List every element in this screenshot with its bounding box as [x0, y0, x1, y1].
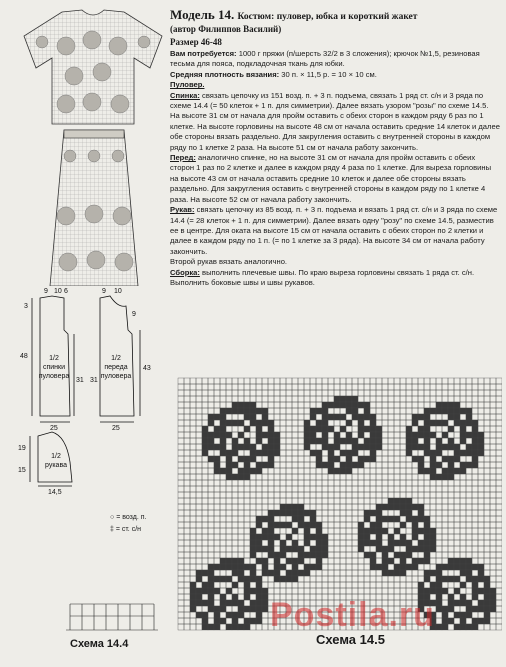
front-label-line-1: 1/2	[111, 355, 121, 362]
front-dim-43: 43	[143, 365, 151, 372]
back-dim-31: 31	[76, 377, 84, 384]
front-top-dim-2: 10	[114, 288, 122, 295]
legend-item-dc: ‡ = ст. с/н	[110, 526, 142, 533]
front-dim-9: 9	[132, 311, 136, 318]
front-dim-25: 25	[112, 425, 120, 432]
pullover-heading: Пуловер.	[170, 80, 205, 90]
model-title: Модель 14. Костюм: пуловер, юбка и короткий жакет	[170, 7, 418, 22]
materials-paragraph: Вам потребуется: 1000 г пряжи (п/шерсть 32/2 в 3 сложения); крючок №1,5, резиновая тесьма для пояса, подкладочная ткань для юбки.	[170, 49, 480, 69]
scheme-14-5	[176, 376, 502, 632]
scheme-14-4-label: Схема 14.4	[70, 638, 129, 650]
sleeve-dim-15: 15	[18, 467, 26, 474]
size-line: Размер 46-48	[170, 37, 222, 47]
back-top-dim-2: 10	[54, 288, 62, 295]
symbol-legend	[110, 512, 146, 536]
back-top-dim-3: 6	[64, 288, 68, 295]
sleeve-paragraph-2: Второй рукав вязать аналогично.	[170, 257, 288, 267]
watermark: Postila.ru	[270, 596, 435, 634]
scheme-14-4	[62, 596, 162, 636]
back-paragraph: Спинка: связать цепочку из 151 возд. п. + 3 п. подъема, связать 1 ряд ст. с/н и 3 ряда по схеме 14.4 (= 50 клеток + 1 п. для симметрии). Далее вязать узором "розы" по схеме 14.5. На высоте 31 см от начала для пройм оставить с обеих сторон в каждом ряду 6 раз по 1 клетке. На высоте горловины на высоте 48 см от начала оставить средние 14 клеток и далее обе стороны вязать раздельно. Для закругления оставить с внутренней стороны в каждом ряду по 1 клетке 2 раза. На высоте 51 см от начала работу закончить.	[170, 90, 500, 152]
sleeve-dim-19: 19	[18, 445, 26, 452]
scheme-14-5-label: Схема 14.5	[316, 632, 385, 647]
assembly-paragraph: Сборка: выполнить плечевые швы. По краю выреза горловины связать 1 ряда ст. с/н. Выполнить боковые швы и швы рукавов.	[170, 267, 475, 287]
sleeve-label-line-2: рукава	[45, 462, 67, 469]
back-label-line-3: пуловера	[38, 373, 70, 380]
legend-item-chain: ○ = возд. п.	[110, 514, 147, 521]
back-label-line-2: спинки	[42, 364, 66, 371]
back-dim-25: 25	[50, 425, 58, 432]
back-label-line-1: 1/2	[49, 355, 59, 362]
front-paragraph: Перед: аналогично спинке, но на высоте 31 см от начала для пройм оставить с обеих сторон 1 раз по 2 клетке и далее в каждом ряду 4 раза по 1 клетке. Для выреза горловины на высоте 43 см от начала оставить средние 10 клеток и далее обе стороны вязать раздельно. Для закругления оставить с внутренней стороны в каждом ряду по 1 клетке 4 раза. На высоте 52 см от начала работу закончить.	[170, 153, 492, 204]
front-label-line-2: переда	[104, 364, 128, 371]
sleeve-dim-145: 14,5	[48, 489, 62, 496]
front-dim-31: 31	[90, 377, 98, 384]
back-top-dim-1: 9	[44, 288, 48, 295]
density-paragraph: Средняя плотность вязания: 30 п. × 11,5 р. = 10 × 10 см.	[170, 69, 377, 79]
pattern-pieces	[10, 286, 166, 496]
back-dim-48: 48	[20, 353, 28, 360]
front-top-dim-1: 9	[102, 288, 106, 295]
garment-illustration	[22, 6, 164, 286]
back-dim-3: 3	[24, 303, 28, 310]
sleeve-paragraph: Рукав: связать цепочку из 85 возд. п. + 3 п. подъема и вязать 1 ряд ст. с/н и 3 ряда по схеме 14.4 (= 28 клеток + 1 п. для симметрии). Далее вязать одну "розу" по схеме 14.5, разместив ее в центре. Для оката на высоте 15 см от начала оставить с обеих сторон по 2 клетки и далее в каждом ряду по 1 п. (= по 1 клетке за 3 ряда). На высоте 34 см от начала работу закончить.	[170, 205, 498, 256]
sleeve-label-line-1: 1/2	[51, 453, 61, 460]
instructions-column	[170, 8, 500, 288]
author-line: (автор Филиппов Василий)	[170, 24, 282, 34]
front-label-line-3: пуловера	[100, 373, 132, 380]
